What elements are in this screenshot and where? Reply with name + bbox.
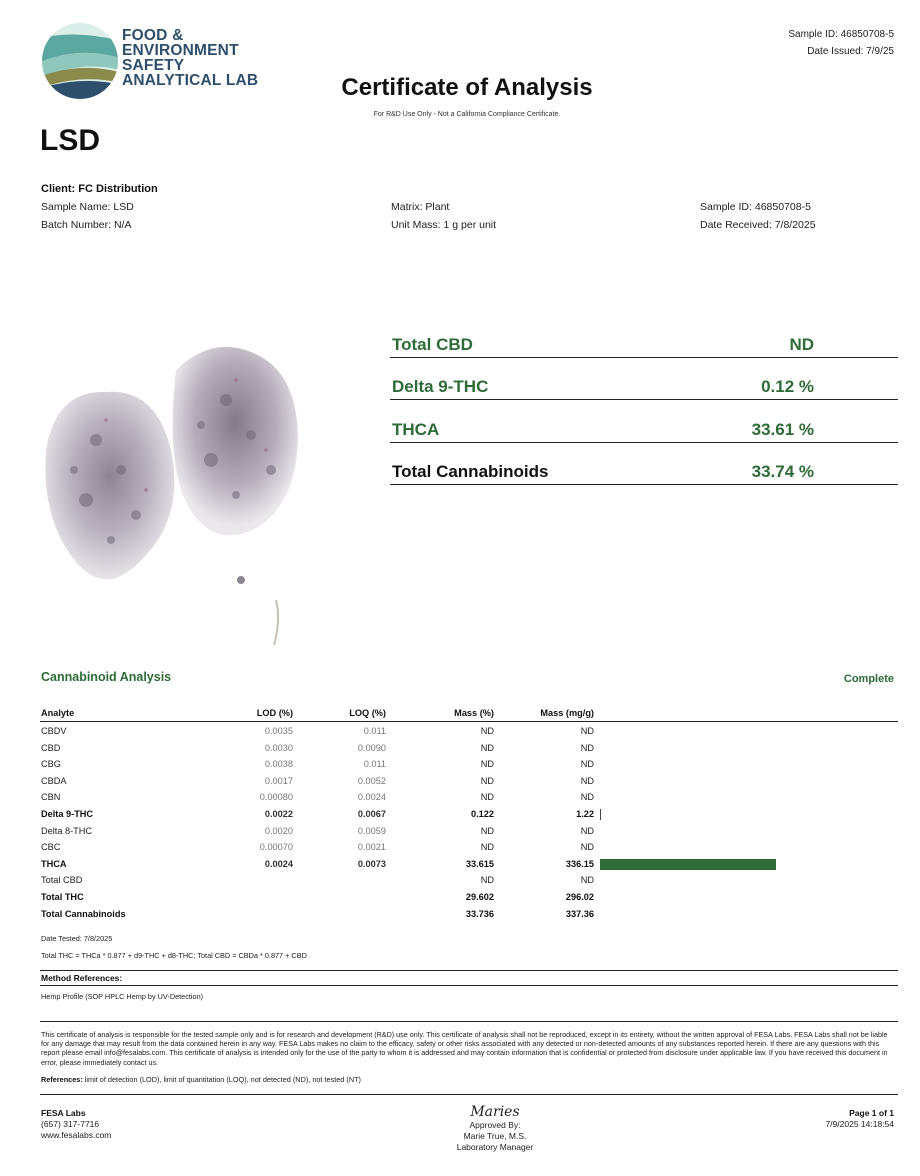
mass-mg-cell: ND xyxy=(580,775,594,786)
method-references-heading: Method References: xyxy=(40,970,898,986)
mass-pct-cell: 33.736 xyxy=(465,908,494,919)
summary-row-thca xyxy=(390,413,898,443)
logo-line-2: ENVIRONMENT xyxy=(122,42,239,59)
analyte-cell: Delta 8-THC xyxy=(41,825,93,836)
analyte-cell: THCA xyxy=(41,858,67,869)
lod-cell: 0.00080 xyxy=(259,792,293,803)
analyte-cell: CBC xyxy=(41,842,61,853)
mass-pct-cell: ND xyxy=(480,742,494,753)
table-row xyxy=(40,756,898,773)
col-mass-pct: Mass (%) xyxy=(454,708,494,718)
col-mass-mg: Mass (mg/g) xyxy=(540,708,594,718)
lod-cell: 0.0035 xyxy=(264,726,293,736)
product-name: LSD xyxy=(40,124,100,157)
mass-mg-cell: 296.02 xyxy=(565,891,594,902)
col-lod: LOD (%) xyxy=(256,708,293,718)
summary-row-delta9-thc xyxy=(390,370,898,400)
approver-name: Marie True, M.S. xyxy=(463,1130,527,1141)
summary-value: 33.61 % xyxy=(751,420,814,439)
mass-pct-cell: 33.615 xyxy=(465,858,494,869)
batch-number: Batch Number: N/A xyxy=(41,219,132,231)
table-row xyxy=(40,872,898,889)
logo-line-4: ANALYTICAL LAB xyxy=(122,72,259,89)
mass-pct-cell: 0.122 xyxy=(471,808,494,819)
table-row xyxy=(40,856,898,873)
loq-cell: 0.0090 xyxy=(357,742,386,753)
summary-label: Delta 9-THC xyxy=(392,377,489,396)
loq-cell: 0.0052 xyxy=(357,775,386,786)
lod-cell: 0.0030 xyxy=(264,742,293,753)
unit-mass: Unit Mass: 1 g per unit xyxy=(391,219,497,231)
table-row xyxy=(40,906,898,923)
mass-mg-cell: ND xyxy=(580,792,594,803)
method-reference-text: Hemp Profile (SOP HPLC Hemp by UV-Detection) xyxy=(41,992,204,1001)
loq-cell: 0.0021 xyxy=(357,842,386,853)
analyte-cell: Total CBD xyxy=(41,875,83,886)
footer-phone: (657) 317-7716 xyxy=(41,1119,100,1129)
mass-bar xyxy=(600,809,601,820)
report-timestamp: 7/9/2025 14:18:54 xyxy=(825,1119,894,1129)
mass-pct-cell: ND xyxy=(480,775,494,786)
client-name: Client: FC Distribution xyxy=(41,183,158,195)
references xyxy=(41,1075,361,1084)
mass-pct-cell: ND xyxy=(480,842,494,853)
signature: Maries xyxy=(470,1104,520,1120)
mass-mg-cell: ND xyxy=(580,726,594,736)
calculation-formula: Total THC = THCa * 0.877 + d9-THC + d8-THC; Total CBD = CBDa * 0.877 + CBD xyxy=(41,951,307,960)
mass-pct-cell: ND xyxy=(480,792,494,803)
info-col-2 xyxy=(391,198,496,234)
col-analyte: Analyte xyxy=(41,708,75,718)
footer-website: www.fesalabs.com xyxy=(41,1130,112,1140)
approver-title: Laboratory Manager xyxy=(456,1141,534,1152)
loq-cell: 0.0067 xyxy=(357,808,386,819)
mass-mg-cell: ND xyxy=(580,759,594,770)
loq-cell: 0.011 xyxy=(363,726,386,736)
matrix: Matrix: Plant xyxy=(391,201,450,213)
analysis-status: Complete xyxy=(843,673,894,685)
loq-cell: 0.0059 xyxy=(357,825,386,836)
divider xyxy=(40,1094,898,1095)
mass-pct-cell: ND xyxy=(480,726,494,736)
mass-pct-cell: ND xyxy=(480,875,494,886)
sample-name: Sample Name: LSD xyxy=(41,201,134,213)
summary-value: 0.12 % xyxy=(761,377,814,396)
date-received: Date Received: 7/8/2025 xyxy=(700,219,816,231)
table-row xyxy=(40,723,898,740)
loq-cell: 0.0073 xyxy=(357,858,386,869)
table-body xyxy=(40,723,898,922)
lod-cell: 0.0022 xyxy=(264,808,293,819)
col-loq: LOQ (%) xyxy=(349,708,386,718)
cannabinoid-table xyxy=(40,707,898,922)
mass-mg-cell: ND xyxy=(580,875,594,886)
table-row xyxy=(40,773,898,790)
footer-page-info xyxy=(825,1108,894,1130)
lod-cell: 0.0024 xyxy=(264,858,293,869)
logo-line-3: SAFETY xyxy=(122,57,185,74)
mass-bar xyxy=(600,859,776,870)
mass-pct-cell: ND xyxy=(480,825,494,836)
logo-line-1: FOOD & xyxy=(122,27,184,44)
cannabis-bud-image xyxy=(36,300,336,660)
analyte-cell: Total THC xyxy=(41,891,84,902)
summary-row-total-cbd xyxy=(390,328,898,358)
page-title: Certificate of Analysis xyxy=(341,74,593,101)
mass-mg-cell: ND xyxy=(580,742,594,753)
lod-cell: 0.00070 xyxy=(259,842,293,853)
disclaimer-text: This certificate of analysis is responsible for the tested sample only and is for research and development (R&D) use only. This certificate of analysis shall not be reproduced, except in its entirety, without the written approval of FESA Labs. FESA Labs shall not be liable for any damage that may result from the data contained herein in any way. FESA Labs makes no claim to the efficacy, safety or other risks associated with any detected or non-detected amounts of any substances reported herein. If there are any questions with this report please email info@fesalabs.com. This certificate of analysis is intended only for the use of the party to whom it is addressed and may contain information that is confidential or protected from disclosure under applicable law. If you have received this document in error, please immediately contact us. xyxy=(41,1030,888,1067)
loq-cell: 0.0024 xyxy=(357,792,386,803)
loq-cell: 0.011 xyxy=(363,759,386,770)
table-row xyxy=(40,889,898,906)
table-row xyxy=(40,806,898,823)
table-header xyxy=(40,707,898,722)
analyte-cell: CBDA xyxy=(41,775,67,786)
summary-value: 33.74 % xyxy=(751,462,814,481)
references-label: References: xyxy=(41,1075,83,1084)
analyte-cell: CBN xyxy=(41,792,61,803)
header-meta xyxy=(788,26,894,60)
analysis-title: Cannabinoid Analysis xyxy=(41,670,172,684)
summary-label: THCA xyxy=(392,420,440,439)
analyte-cell: CBG xyxy=(41,759,61,770)
analyte-cell: CBDV xyxy=(41,726,67,736)
date-tested: Date Tested: 7/8/2025 xyxy=(41,934,113,943)
mass-mg-cell: 336.15 xyxy=(565,858,594,869)
header-sample-id: Sample ID: 46850708-5 xyxy=(788,29,894,40)
analyte-cell: Delta 9-THC xyxy=(41,808,94,819)
analyte-cell: CBD xyxy=(41,742,61,753)
lod-cell: 0.0038 xyxy=(264,759,293,770)
table-row xyxy=(40,740,898,757)
header-date-issued: Date Issued: 7/9/25 xyxy=(807,46,894,57)
mass-bar-track xyxy=(600,809,898,820)
summary-label: Total CBD xyxy=(392,335,473,354)
summary-label: Total Cannabinoids xyxy=(392,462,549,481)
references-text: limit of detection (LOD), limit of quantitation (LOQ), not detected (ND), not tested (NT) xyxy=(84,1075,361,1084)
info-col-1 xyxy=(41,198,134,234)
lod-cell: 0.0017 xyxy=(264,775,293,786)
mass-mg-cell: 337.36 xyxy=(565,908,594,919)
analyte-cell: Total Cannabinoids xyxy=(41,908,126,919)
footer-approval xyxy=(400,1104,590,1152)
page-subtitle: For R&D Use Only - Not a California Compliance Certificate. xyxy=(373,111,561,118)
mass-mg-cell: 1.22 xyxy=(576,808,594,819)
footer-lab-info xyxy=(41,1108,111,1141)
summary-value: ND xyxy=(789,335,814,354)
mass-pct-cell: 29.602 xyxy=(465,891,494,902)
mass-mg-cell: ND xyxy=(580,842,594,853)
summary-row-total-cannabinoids xyxy=(390,455,898,485)
mass-pct-cell: ND xyxy=(480,759,494,770)
table-row xyxy=(40,839,898,856)
product-photo xyxy=(36,300,336,660)
divider xyxy=(40,1021,898,1022)
approved-by-label: Approved By: xyxy=(469,1120,521,1130)
mass-mg-cell: ND xyxy=(580,825,594,836)
table-row xyxy=(40,789,898,806)
info-sample-id: Sample ID: 46850708-5 xyxy=(700,201,811,213)
footer-lab-name: FESA Labs xyxy=(41,1108,86,1118)
mass-bar-track xyxy=(600,859,898,870)
lod-cell: 0.0020 xyxy=(264,825,293,836)
page-number: Page 1 of 1 xyxy=(849,1108,894,1118)
info-col-3 xyxy=(700,198,816,234)
table-row xyxy=(40,823,898,840)
